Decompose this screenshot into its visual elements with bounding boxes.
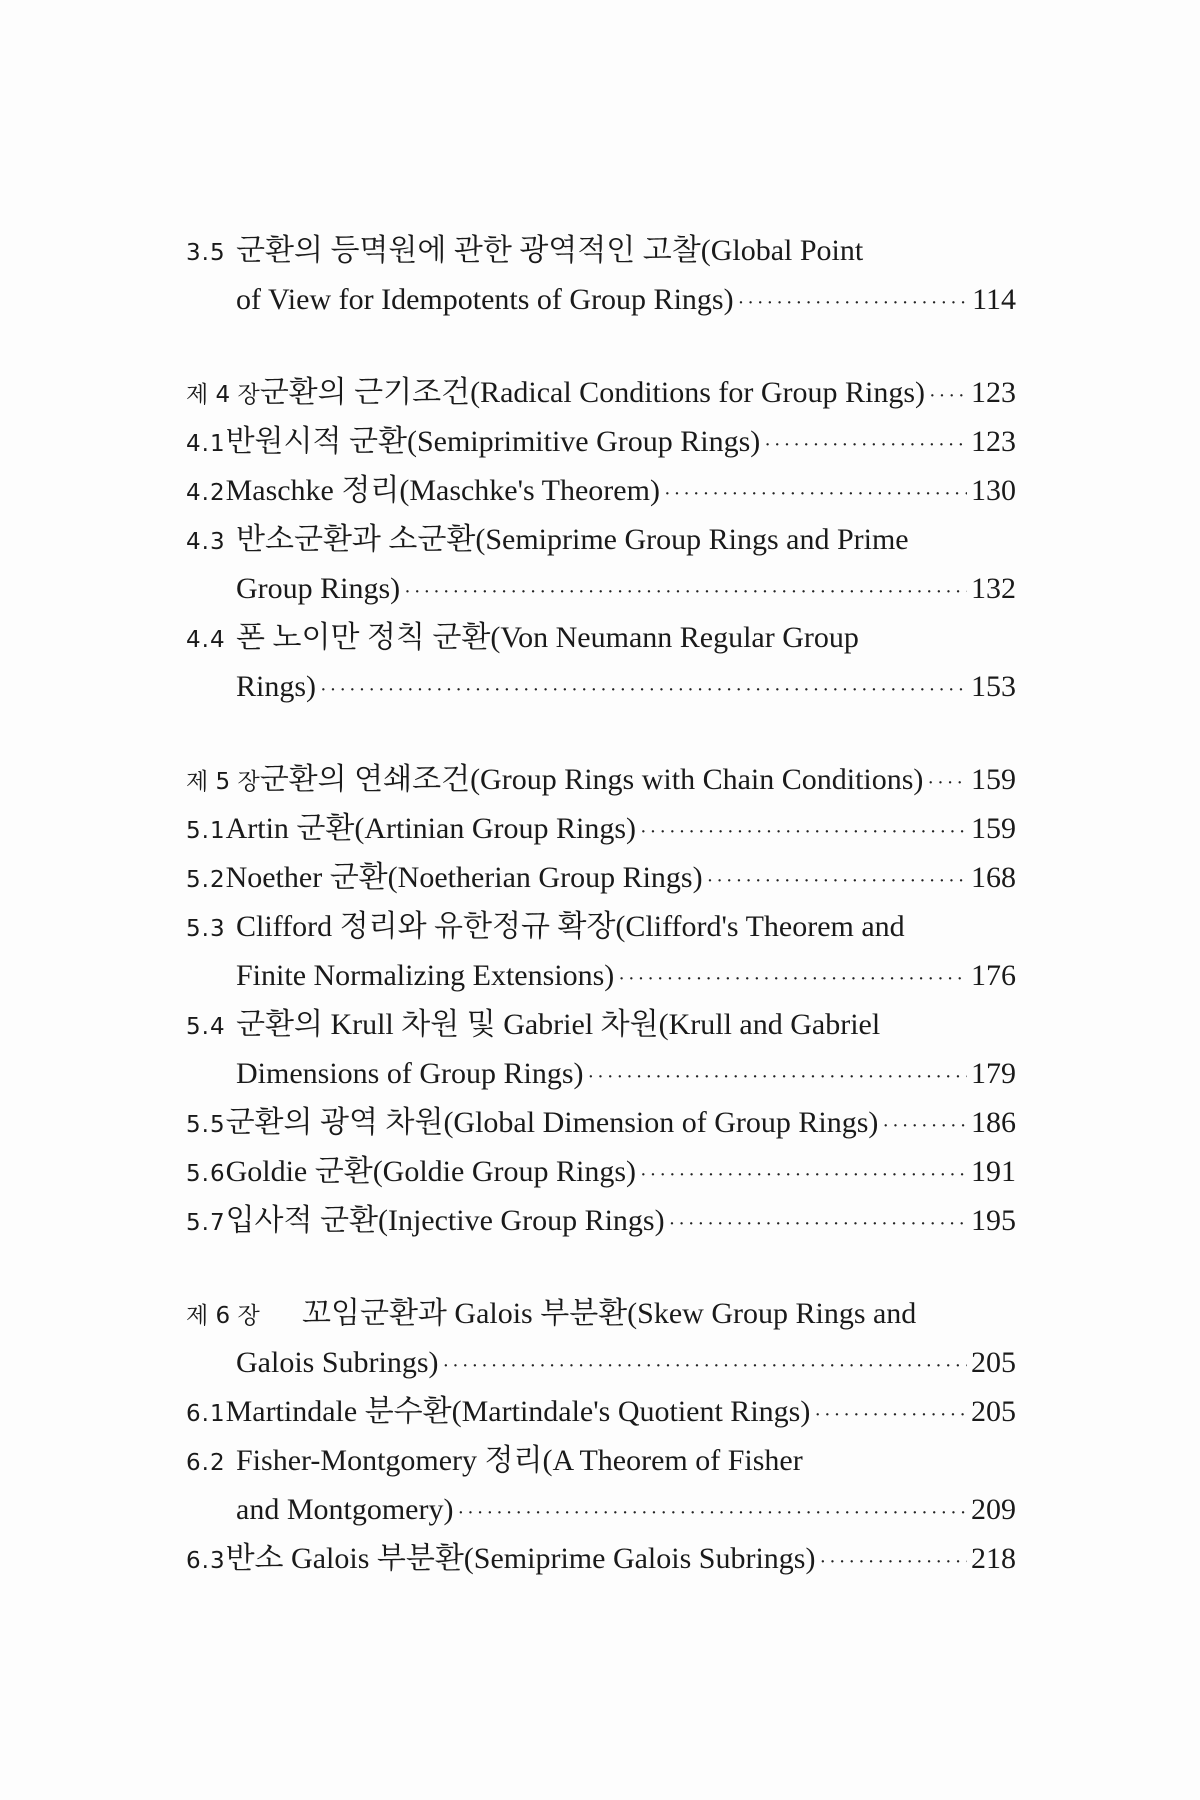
toc-entry-5-5 — [186, 1098, 1016, 1147]
chapter-title: 군환의 연쇄조건(Group Rings with Chain Conditions) — [259, 763, 924, 796]
page-number: 176 — [971, 959, 1016, 992]
page-number: 159 — [971, 763, 1016, 796]
section-title: 군환의 등멱원에 관한 광역적인 고찰(Global Point — [236, 234, 864, 267]
toc-entry-4-4 — [186, 613, 1016, 662]
dot-leader — [404, 568, 967, 617]
page-number: 218 — [971, 1542, 1016, 1575]
section-number: 4.2 — [186, 480, 226, 506]
section-number: 6.2 — [186, 1450, 226, 1476]
page-number: 123 — [971, 425, 1016, 458]
toc-entry-3-5-continued — [186, 275, 1016, 324]
dot-leader — [320, 666, 967, 715]
dot-leader — [443, 1342, 968, 1391]
dot-leader — [882, 1102, 967, 1151]
section-number: 3.5 — [186, 240, 226, 266]
toc-chapter-5 — [186, 755, 1016, 804]
dot-leader — [814, 1391, 967, 1440]
section-title-continued: of View for Idempotents of Group Rings) — [236, 283, 734, 316]
section-number: 4.1 — [186, 431, 226, 457]
page-number: 195 — [971, 1204, 1016, 1237]
section-number: 5.5 — [186, 1112, 226, 1138]
toc-entry-5-2 — [186, 853, 1016, 902]
section-title-continued: Group Rings) — [236, 572, 401, 605]
section-title: Maschke 정리(Maschke's Theorem) — [225, 474, 660, 507]
dot-leader — [707, 857, 967, 906]
page-number: 205 — [971, 1346, 1016, 1379]
dot-leader — [929, 372, 967, 421]
chapter-spacer — [186, 324, 1016, 368]
toc-entry-5-3-continued — [186, 951, 1016, 1000]
toc-entry-4-4-continued — [186, 662, 1016, 711]
toc-entry-4-1 — [186, 417, 1016, 466]
toc-entry-5-4 — [186, 1000, 1016, 1049]
section-title: Fisher-Montgomery 정리(A Theorem of Fisher — [236, 1444, 803, 1477]
dot-leader — [738, 279, 969, 328]
toc-chapter-4 — [186, 368, 1016, 417]
section-number: 4.4 — [186, 627, 226, 653]
dot-leader — [640, 808, 967, 857]
dot-leader — [457, 1489, 967, 1538]
section-title-continued: Finite Normalizing Extensions) — [236, 959, 615, 992]
toc-entry-5-4-continued — [186, 1049, 1016, 1098]
page-number: 153 — [971, 670, 1016, 703]
dot-leader — [664, 470, 967, 519]
toc-entry-6-1 — [186, 1387, 1016, 1436]
dot-leader — [927, 759, 967, 808]
section-title: 군환의 Krull 차원 및 Gabriel 차원(Krull and Gabriel — [236, 1008, 881, 1041]
page-number: 132 — [971, 572, 1016, 605]
dot-leader — [588, 1053, 968, 1102]
page-number: 186 — [971, 1106, 1016, 1139]
section-title: Artin 군환(Artinian Group Rings) — [225, 812, 636, 845]
section-title: 반소군환과 소군환(Semiprime Group Rings and Prime — [236, 523, 909, 556]
dot-leader — [819, 1538, 967, 1587]
toc-entry-5-3 — [186, 902, 1016, 951]
chapter-number: 제 5 장 — [186, 769, 260, 795]
dot-leader — [669, 1200, 967, 1249]
toc-entry-4-2 — [186, 466, 1016, 515]
section-title-continued: Dimensions of Group Rings) — [236, 1057, 584, 1090]
toc-entry-5-6 — [186, 1147, 1016, 1196]
page-number: 130 — [971, 474, 1016, 507]
chapter-spacer — [186, 1245, 1016, 1289]
toc-entry-6-2-continued — [186, 1485, 1016, 1534]
page-number: 205 — [971, 1395, 1016, 1428]
section-number: 5.4 — [186, 1014, 226, 1040]
toc-entry-5-7 — [186, 1196, 1016, 1245]
section-title: 반원시적 군환(Semiprimitive Group Rings) — [225, 425, 761, 458]
section-number: 6.1 — [186, 1401, 226, 1427]
toc-entry-3-5 — [186, 226, 1016, 275]
section-title: 입사적 군환(Injective Group Rings) — [225, 1204, 665, 1237]
chapter-number: 제 6 장 — [186, 1303, 260, 1329]
section-title: Clifford 정리와 유한정규 확장(Clifford's Theorem and — [236, 910, 905, 943]
section-number: 5.1 — [186, 818, 226, 844]
section-title-continued: and Montgomery) — [236, 1493, 454, 1526]
chapter-title-continued: Galois Subrings) — [236, 1346, 439, 1379]
section-number: 5.2 — [186, 867, 226, 893]
section-title: Goldie 군환(Goldie Group Rings) — [225, 1155, 636, 1188]
toc-chapter-6 — [186, 1289, 1016, 1338]
page-number: 168 — [971, 861, 1016, 894]
chapter-spacer — [186, 711, 1016, 755]
section-title: Martindale 분수환(Martindale's Quotient Rings) — [225, 1395, 811, 1428]
section-number: 4.3 — [186, 529, 226, 555]
section-title: 폰 노이만 정칙 군환(Von Neumann Regular Group — [236, 621, 859, 654]
chapter-title: 군환의 근기조건(Radical Conditions for Group Rings) — [259, 376, 926, 409]
dot-leader — [618, 955, 967, 1004]
page-number: 123 — [971, 376, 1016, 409]
toc-entry-5-1 — [186, 804, 1016, 853]
section-title-continued: Rings) — [236, 670, 317, 703]
chapter-number: 제 4 장 — [186, 382, 260, 408]
section-number: 5.7 — [186, 1210, 226, 1236]
chapter-title: 꼬임군환과 Galois 부분환(Skew Group Rings and — [302, 1297, 917, 1330]
section-title: 반소 Galois 부분환(Semiprime Galois Subrings) — [225, 1542, 816, 1575]
dot-leader — [640, 1151, 967, 1200]
toc-chapter-6-continued — [186, 1338, 1016, 1387]
page-number: 159 — [971, 812, 1016, 845]
section-number: 6.3 — [186, 1548, 226, 1574]
page-number: 179 — [971, 1057, 1016, 1090]
section-number: 5.6 — [186, 1161, 226, 1187]
page-number: 114 — [972, 283, 1016, 316]
dot-leader — [764, 421, 967, 470]
table-of-contents — [186, 226, 1016, 1583]
page-number: 209 — [971, 1493, 1016, 1526]
section-number: 5.3 — [186, 916, 226, 942]
section-title: 군환의 광역 차원(Global Dimension of Group Rings) — [225, 1106, 879, 1139]
toc-entry-6-3 — [186, 1534, 1016, 1583]
page-number: 191 — [971, 1155, 1016, 1188]
section-title: Noether 군환(Noetherian Group Rings) — [225, 861, 703, 894]
toc-entry-4-3 — [186, 515, 1016, 564]
toc-entry-6-2 — [186, 1436, 1016, 1485]
toc-entry-4-3-continued — [186, 564, 1016, 613]
